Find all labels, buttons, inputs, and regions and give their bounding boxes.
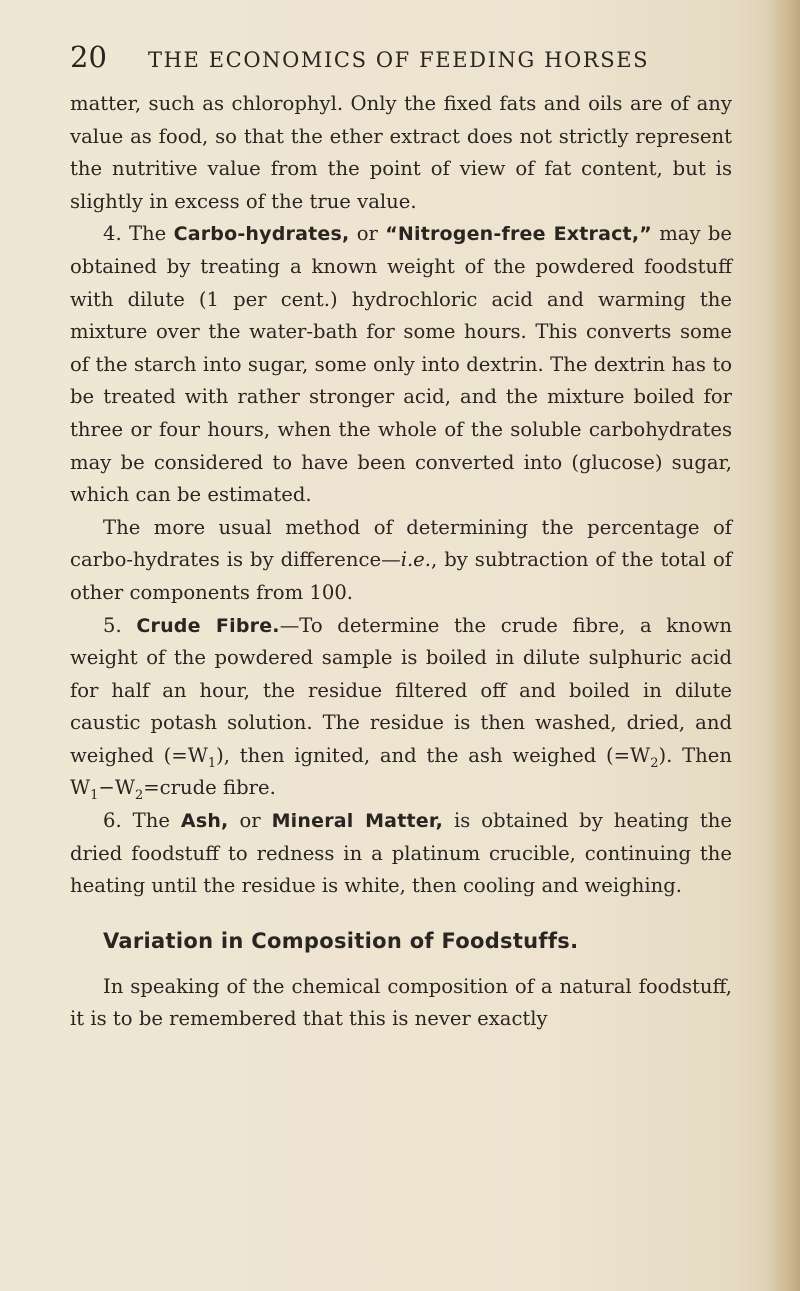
section-heading: Variation in Composition of Foodstuffs. — [103, 928, 579, 953]
paragraph-by-difference: The more usual method of determining the percentage of carbo-hydrates is by difference—i.e., by subtraction of the total of other components from 100. — [70, 515, 732, 604]
page-edge-shadow — [766, 0, 800, 1291]
running-head — [70, 36, 730, 78]
term-nitrogen-free-extract: “Nitrogen-free Extract,” — [385, 223, 652, 246]
paragraph-ash: 6. The Ash, or Mineral Matter, is obtained by heating the dried foodstuff to redness in a platinum crucible, continuing the heating until the residue is white, then cooling and weighing. — [70, 809, 733, 898]
term-mineral-matter: Mineral Matter, — [271, 810, 444, 833]
paragraph-carbohydrates: 4. The Carbo-hydrates, or “Nitrogen-free Extract,” may be obtained by treating a known weight of the powdered foodstuff with dilute (1 per cent.) hydrochloric acid and warming the mixture over the water-bath for some hours. This converts some of the starch into sugar, some only into dextrin. The dextrin has to be treated with rather stronger acid, and the mixture boiled for three or four hours, when the whole of the soluble carbohydrates may be considered to have been converted into (glucose) sugar, which can be estimated. — [70, 222, 732, 507]
running-title: THE ECONOMICS OF FEEDING HORSES — [148, 48, 650, 72]
paragraph-fat-content: matter, such as chlorophyl. Only the fixed fats and oils are of any value as food, so that the ether extract does not strictly represent the nutritive value from the point of view of fat content, but is slightly in excess of the true value. — [70, 92, 732, 213]
body-text — [70, 88, 732, 1036]
page-number: 20 — [70, 40, 107, 74]
paragraph-crude-fibre: 5. Crude Fibre.—To determine the crude fibre, a known weight of the powdered sample is boiled in dilute sulphuric acid for half an hour, the residue filtered off and boiled in dilute caustic potash solution. The residue is then washed, dried, and weighed $(=W_1)$, then ignited, and the ash weighed $(=W_2)$. Then $W_1-W_2=crude$ fibre. — [70, 613, 732, 804]
term-carbo-hydrates: Carbo-hydrates, — [173, 223, 350, 246]
term-crude-fibre: Crude Fibre. — [136, 614, 280, 637]
paragraph-variation: In speaking of the chemical composition of a natural foodstuff, it is to be remembered that this is never exactly — [70, 974, 732, 1031]
term-ash: Ash, — [180, 810, 229, 833]
